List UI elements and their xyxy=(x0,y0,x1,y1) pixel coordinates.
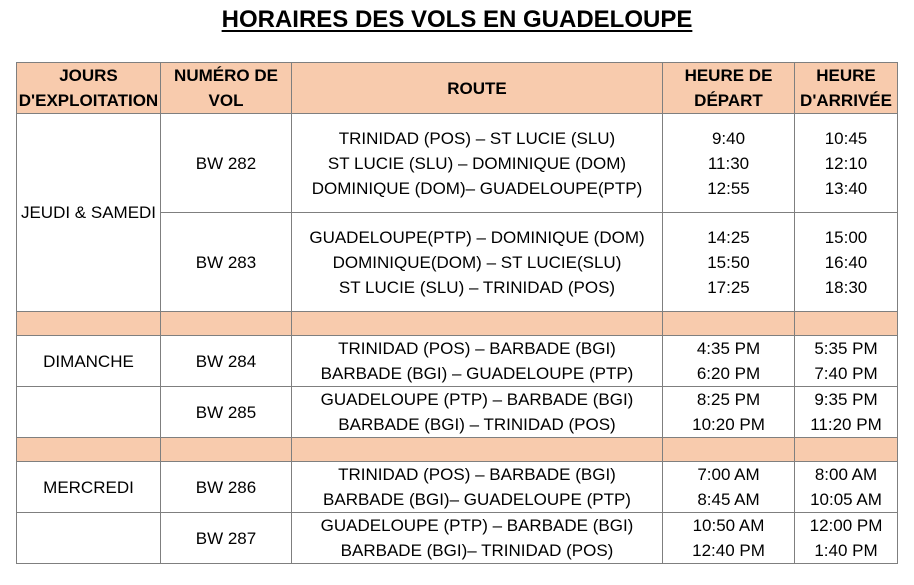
arrival-time: 8:00 AM xyxy=(814,465,878,484)
departure-time: 17:25 xyxy=(707,277,750,297)
header-row xyxy=(17,63,898,114)
days-cell: JEUDI & SAMEDI xyxy=(17,114,161,312)
departure-time: 15:50 xyxy=(707,252,750,272)
header-flight xyxy=(161,63,292,114)
route-leg: BARBADE (BGI) – TRINIDAD (POS) xyxy=(338,415,616,434)
flight-number: BW 286 xyxy=(161,462,292,513)
route-cell xyxy=(292,462,663,513)
departure-time: 8:45 AM xyxy=(697,490,760,509)
arrival-cell xyxy=(795,114,898,213)
arrival-time: 7:40 PM xyxy=(814,364,878,383)
table-row xyxy=(17,513,898,564)
arrival-time: 12:00 PM xyxy=(809,516,883,535)
route-leg: GUADELOUPE (PTP) – BARBADE (BGI) xyxy=(320,516,634,535)
route-leg: BARBADE (BGI) – GUADELOUPE (PTP) xyxy=(320,364,634,383)
header-arrival xyxy=(795,63,898,114)
route-cell xyxy=(292,513,663,564)
departure-time: 12:40 PM xyxy=(692,541,765,560)
header-arrival-line2: D'ARRIVÉE xyxy=(800,91,892,110)
departure-cell xyxy=(663,513,795,564)
table-row xyxy=(17,114,898,213)
departure-time: 10:50 AM xyxy=(692,516,765,535)
header-route: ROUTE xyxy=(292,63,663,114)
arrival-time: 10:05 AM xyxy=(810,490,882,509)
days-cell: MERCREDI xyxy=(17,462,161,513)
arrival-time: 18:30 xyxy=(824,277,868,297)
arrival-cell xyxy=(795,462,898,513)
departure-time: 11:30 xyxy=(707,153,750,173)
arrival-cell xyxy=(795,213,898,312)
route-leg: ST LUCIE (SLU) – TRINIDAD (POS) xyxy=(338,277,616,297)
flight-number: BW 282 xyxy=(161,114,292,213)
route-leg: ST LUCIE (SLU) – DOMINIQUE (DOM) xyxy=(327,153,627,173)
departure-time: 8:25 PM xyxy=(696,390,761,409)
arrival-time: 9:35 PM xyxy=(814,390,878,409)
departure-cell xyxy=(663,213,795,312)
flight-schedule-table xyxy=(16,62,898,564)
header-arrival-line1: HEURE xyxy=(816,66,876,85)
route-leg: DOMINIQUE (DOM)– GUADELOUPE(PTP) xyxy=(311,178,643,198)
arrival-time: 16:40 xyxy=(824,252,868,272)
route-cell xyxy=(292,387,663,438)
arrival-time: 5:35 PM xyxy=(814,339,878,358)
flight-number: BW 285 xyxy=(161,387,292,438)
route-leg: TRINIDAD (POS) – BARBADE (BGI) xyxy=(338,465,616,484)
departure-time: 12:55 xyxy=(707,178,750,198)
route-leg: BARBADE (BGI)– TRINIDAD (POS) xyxy=(340,541,614,560)
route-leg: DOMINIQUE(DOM) – ST LUCIE(SLU) xyxy=(332,252,622,272)
table-row xyxy=(17,336,898,387)
arrival-time: 12:10 xyxy=(824,153,868,173)
header-flight-line1: NUMÉRO DE xyxy=(174,66,278,85)
days-cell-empty xyxy=(17,513,161,564)
header-days-line2: D'EXPLOITATION xyxy=(18,91,159,110)
arrival-cell xyxy=(795,513,898,564)
route-leg: GUADELOUPE (PTP) – BARBADE (BGI) xyxy=(320,390,634,409)
route-leg: TRINIDAD (POS) – BARBADE (BGI) xyxy=(338,339,616,358)
days-cell: DIMANCHE xyxy=(17,336,161,387)
header-flight-line2: VOL xyxy=(208,91,244,110)
separator-row xyxy=(17,438,898,462)
route-leg: GUADELOUPE(PTP) – DOMINIQUE (DOM) xyxy=(309,227,645,247)
arrival-cell xyxy=(795,387,898,438)
route-leg: TRINIDAD (POS) – ST LUCIE (SLU) xyxy=(338,128,616,148)
flight-number: BW 283 xyxy=(161,213,292,312)
header-departure xyxy=(663,63,795,114)
departure-time: 4:35 PM xyxy=(696,339,761,358)
arrival-time: 13:40 xyxy=(824,178,868,198)
route-cell xyxy=(292,114,663,213)
separator-row xyxy=(17,312,898,336)
departure-time: 7:00 AM xyxy=(697,465,760,484)
header-departure-line1: HEURE DE xyxy=(684,66,773,85)
header-days xyxy=(17,63,161,114)
departure-time: 6:20 PM xyxy=(696,364,761,383)
page-title: HORAIRES DES VOLS EN GUADELOUPE xyxy=(221,6,693,33)
days-cell-empty xyxy=(17,387,161,438)
arrival-time: 11:20 PM xyxy=(810,415,882,434)
departure-time: 14:25 xyxy=(707,227,750,247)
arrival-cell xyxy=(795,336,898,387)
departure-cell xyxy=(663,114,795,213)
departure-cell xyxy=(663,387,795,438)
flight-number: BW 284 xyxy=(161,336,292,387)
arrival-time: 1:40 PM xyxy=(814,541,878,560)
header-departure-line2: DÉPART xyxy=(694,91,763,110)
header-days-line1: JOURS xyxy=(59,66,118,85)
departure-time: 10:20 PM xyxy=(692,415,765,434)
flight-number: BW 287 xyxy=(161,513,292,564)
route-cell xyxy=(292,213,663,312)
departure-cell xyxy=(663,336,795,387)
departure-cell xyxy=(663,462,795,513)
table-row xyxy=(17,387,898,438)
table-row xyxy=(17,462,898,513)
arrival-time: 10:45 xyxy=(824,128,868,148)
route-leg: BARBADE (BGI)– GUADELOUPE (PTP) xyxy=(323,490,631,509)
route-cell xyxy=(292,336,663,387)
arrival-time: 15:00 xyxy=(824,227,868,247)
departure-time: 9:40 xyxy=(711,128,746,148)
